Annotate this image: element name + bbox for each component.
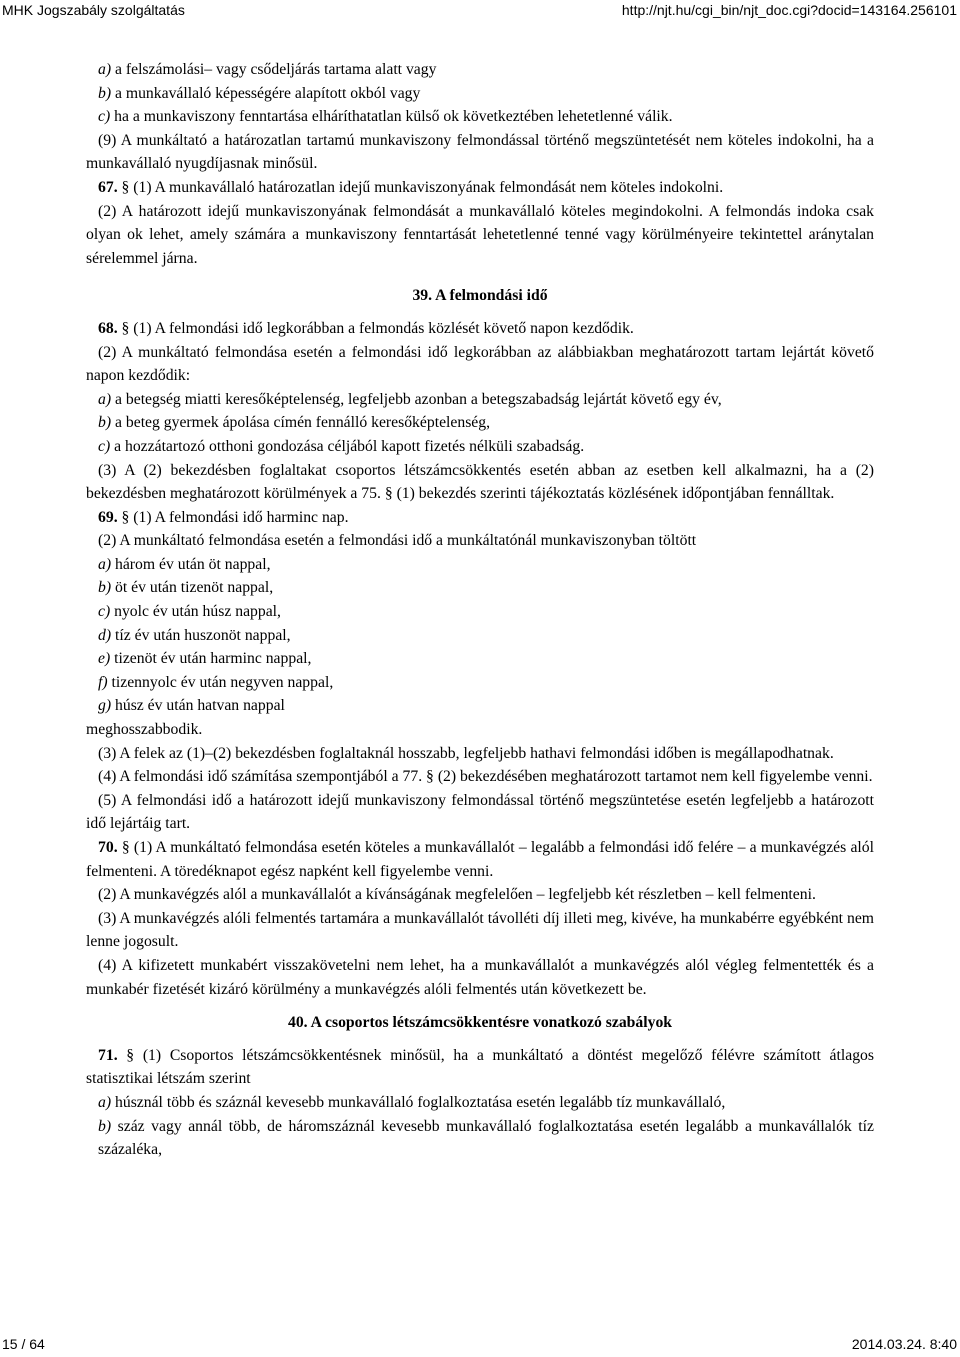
- paragraph-text: (3) A munkavégzés alóli felmentés tartamára a munkavállalót távolléti díj illeti meg, kivéve, ha munkabérre egyébként nem lenne jogosult.: [86, 909, 874, 951]
- print-datetime: 2014.03.24. 8:40: [851, 1336, 957, 1352]
- paragraph-text: (5) A felmondási idő a határozott idejű munkaviszony felmondással történő megszüntetése esetén legfeljebb a határozott idő lejártáig tart.: [86, 791, 874, 833]
- list-item: [86, 58, 874, 82]
- paragraph: [86, 529, 874, 553]
- list-item-text: három év után öt nappal,: [111, 555, 271, 573]
- list-item-label: b): [98, 84, 112, 102]
- paragraph-text: (2) A munkáltató felmondása esetén a felmondási idő legkorábban az alábbiakban meghatározott tartam lejártát követő napon kezdődik:: [86, 343, 874, 385]
- list-item: [86, 624, 874, 648]
- paragraph: [86, 907, 874, 954]
- list-item-text: nyolc év után húsz nappal,: [110, 603, 281, 621]
- section-number: 69.: [98, 508, 118, 526]
- document-body: [86, 58, 874, 1162]
- paragraph: [86, 836, 874, 883]
- list-item-label: g): [98, 697, 112, 715]
- page-footer: [0, 1336, 960, 1356]
- list-item-label: c): [98, 603, 111, 621]
- list-item-label: d): [98, 626, 112, 644]
- list-item: [86, 435, 874, 459]
- list-item-text: tíz év után huszonöt nappal,: [111, 626, 291, 644]
- section-number: 67.: [98, 178, 118, 196]
- list-item-label: c): [98, 108, 111, 126]
- paragraph-text: (2) A határozott idejű munkaviszonyának felmondását a munkavállaló köteles megindokolni. A felmondás indoka csak olyan ok lehet, amely számára a munkaviszony fenntartását lehetetlenné tenné vagy körülményeire tekintettel aránytalan sérelemmel járna.: [86, 202, 874, 267]
- paragraph: [86, 742, 874, 766]
- paragraph: [86, 176, 874, 200]
- paragraph-text: (3) A felek az (1)–(2) bekezdésben foglaltaknál hosszabb, legfeljebb hathavi felmondási időben is megállapodhatnak.: [98, 744, 834, 762]
- paragraph: [86, 341, 874, 388]
- list-item: [86, 671, 874, 695]
- list-item: [86, 388, 874, 412]
- list-item-label: a): [98, 390, 112, 408]
- list-item: [86, 105, 874, 129]
- list-item-text: öt év után tizenöt nappal,: [111, 579, 274, 597]
- list-item-text: a hozzátartozó otthoni gondozása céljából kapott fizetés nélküli szabadság.: [110, 437, 585, 455]
- list-item-text: húsznál több és száznál kevesebb munkavállaló foglalkoztatása esetén legalább tíz munkavállaló,: [111, 1093, 726, 1111]
- paragraph-text: meghosszabbodik.: [86, 721, 203, 739]
- list-item: [86, 600, 874, 624]
- paragraph: [86, 1044, 874, 1091]
- list-item: [86, 647, 874, 671]
- paragraph-text: (9) A munkáltató a határozatlan tartamú munkaviszony felmondással történő megszüntetését nem köteles indokolni, ha a munkavállaló nyugdíjasnak minősül.: [86, 131, 874, 173]
- paragraph: [86, 200, 874, 271]
- list-item-text: húsz év után hatvan nappal: [111, 697, 285, 715]
- paragraph: [86, 129, 874, 176]
- list-item: [86, 411, 874, 435]
- paragraph: [86, 789, 874, 836]
- list-item-text: száz vagy annál több, de háromszáznál kevesebb munkavállaló foglalkoztatása esetén legalább a munkavállalók tíz százaléka,: [98, 1117, 874, 1159]
- paragraph: [86, 718, 874, 742]
- list-item-label: a): [98, 1093, 112, 1111]
- section-heading: [86, 284, 874, 308]
- list-item-text: a betegség miatti keresőképtelenség, legfeljebb azonban a betegszabadság lejártát követő egy év,: [111, 390, 722, 408]
- list-item-text: tizennyolc év után negyven nappal,: [107, 673, 334, 691]
- paragraph-text: (2) A munkáltató felmondása esetén a felmondási idő a munkáltatónál munkaviszonyban töltött: [98, 532, 697, 550]
- header-source-title: MHK Jogszabály szolgáltatás: [2, 2, 185, 18]
- paragraph-text: (3) A (2) bekezdésben foglaltakat csoportos létszámcsökkentés esetén abban az esetben kell alkalmazni, ha a (2) bekezdésben meghatározott körülmények a 75. § (1) bekezdés szerinti tájékoztatás közlésének időpontjában fennálltak.: [86, 461, 874, 503]
- list-item: [86, 576, 874, 600]
- paragraph: [86, 506, 874, 530]
- paragraph: [86, 765, 874, 789]
- paragraph-text: § (1) Csoportos létszámcsökkentésnek minősül, ha a munkáltató a döntést megelőző félévre számított átlagos statisztikai létszám szerint: [86, 1046, 874, 1088]
- list-item-label: b): [98, 414, 112, 432]
- list-item-text: a felszámolási– vagy csődeljárás tartama alatt vagy: [111, 61, 437, 78]
- list-item-text: a munkavállaló képességére alapított okból vagy: [111, 84, 421, 102]
- list-item-label: a): [98, 555, 112, 573]
- page-header: [0, 0, 960, 28]
- list-item-label: b): [98, 1117, 112, 1135]
- paragraph-text: (4) A kifizetett munkabért visszakövetelni nem lehet, ha a munkavállalót a munkavégzés alól végleg felmentették és a munkabér fizetését kizáró körülmény a munkavégzés alóli felmentés után következett be.: [86, 956, 874, 998]
- list-item: [86, 1091, 874, 1115]
- list-item-text: a beteg gyermek ápolása címén fennálló keresőképtelenség,: [111, 414, 491, 432]
- list-item-label: c): [98, 437, 111, 455]
- list-item-label: a): [98, 61, 112, 78]
- list-item-label: e): [98, 650, 111, 668]
- header-url[interactable]: http://njt.hu/cgi_bin/njt_doc.cgi?docid=143164.256101: [621, 2, 957, 18]
- paragraph-text: § (1) A munkáltató felmondása esetén köteles a munkavállalót – legalább a felmondási idő felére – a munkavégzés alól felmenteni. A töredéknapot egész napként kell figyelembe venni.: [86, 839, 874, 880]
- paragraph: [86, 317, 874, 341]
- paragraph-text: § (1) A munkavállaló határozatlan idejű munkaviszonyának felmondását nem köteles indokolni.: [117, 178, 724, 196]
- section-number: 71.: [98, 1046, 118, 1064]
- paragraph-text: § (1) A felmondási idő legkorábban a felmondás közlését követő napon kezdődik.: [117, 319, 634, 337]
- list-item-text: tizenöt év után harminc nappal,: [110, 650, 312, 668]
- paragraph-text: (2) A munkavégzés alól a munkavállalót a kívánságának megfelelően – legfeljebb két részletben – kell felmenteni.: [98, 886, 816, 904]
- section-heading: [86, 1011, 874, 1035]
- paragraph: [86, 883, 874, 907]
- list-item: [86, 1115, 874, 1162]
- paragraph: [86, 459, 874, 506]
- list-item: [86, 82, 874, 106]
- section-number: 68.: [98, 319, 118, 337]
- paragraph-text: (4) A felmondási idő számítása szempontjából a 77. § (2) bekezdésében meghatározott tartamot nem kell figyelembe venni.: [98, 768, 873, 786]
- section-number: 70.: [98, 839, 118, 856]
- section-heading-text: 40. A csoportos létszámcsökkentésre vonatkozó szabályok: [287, 1014, 673, 1032]
- list-item: [86, 694, 874, 718]
- list-item-label: f): [98, 673, 108, 691]
- list-item-label: b): [98, 579, 112, 597]
- list-item-text: ha a munkaviszony fenntartása elháríthatatlan külső ok következtében lehetetlenné válik.: [110, 108, 673, 126]
- paragraph-text: § (1) A felmondási idő harminc nap.: [117, 508, 349, 526]
- section-heading-text: 39. A felmondási idő: [412, 287, 548, 305]
- paragraph: [86, 954, 874, 1001]
- list-item: [86, 553, 874, 577]
- page-number: 15 / 64: [2, 1336, 45, 1352]
